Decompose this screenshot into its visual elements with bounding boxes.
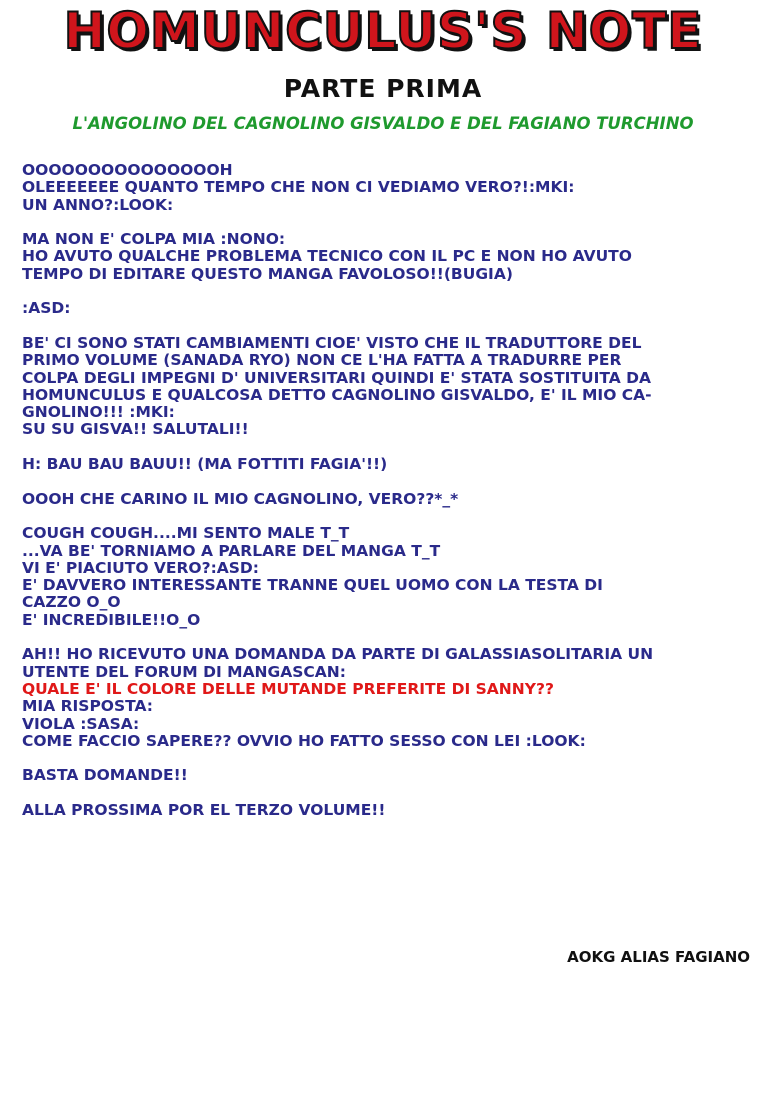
text-line: MA NON E' COLPA MIA :NONO:	[22, 230, 286, 249]
page-subtitle: PARTE PRIMA	[283, 74, 483, 103]
paragraph	[22, 525, 752, 629]
text-line: CAZZO O_O	[22, 593, 121, 612]
text-line: AH!! HO RICEVUTO UNA DOMANDA DA PARTE DI GALASSIASOLITARIA UN	[22, 645, 654, 664]
text-line: BE' CI SONO STATI CAMBIAMENTI CIOE' VISTO CHE IL TRADUTTORE DEL	[22, 333, 642, 352]
highlighted-question: QUALE E' IL COLORE DELLE MUTANDE PREFERITE DI SANNY??	[22, 679, 554, 698]
text-line: ALLA PROSSIMA POR EL TERZO VOLUME!!	[22, 800, 386, 819]
paragraph	[22, 456, 752, 473]
text-line: :ASD:	[22, 299, 71, 318]
text-line: COME FACCIO SAPERE?? OVVIO HO FATTO SESSO CON LEI :LOOK:	[22, 731, 586, 750]
note-body	[22, 162, 752, 837]
text-line: H: BAU BAU BAUU!! (MA FOTTITI FAGIA'!!)	[22, 455, 388, 474]
text-line: MIA RISPOSTA:	[22, 697, 154, 716]
paragraph	[22, 335, 752, 439]
column-title: L'ANGOLINO DEL CAGNOLINO GISVALDO E DEL FAGIANO TURCHINO	[72, 114, 694, 133]
text-line: COLPA DEGLI IMPEGNI D' UNIVERSITARI QUINDI E' STATA SOSTITUITA DA	[22, 368, 651, 387]
text-line: GNOLINO!!! :MKI:	[22, 403, 175, 422]
text-line: OLEEEEEEE QUANTO TEMPO CHE NON CI VEDIAMO VERO?!:MKI:	[22, 178, 575, 197]
paragraph	[22, 767, 752, 784]
text-line: UTENTE DEL FORUM DI MANGASCAN:	[22, 662, 346, 681]
signature: AOKG ALIAS FAGIANO	[567, 948, 750, 966]
page-title: HOMUNCULUS'S NOTE	[63, 2, 703, 60]
text-line: BASTA DOMANDE!!	[22, 766, 188, 785]
text-line: PRIMO VOLUME (SANADA RYO) NON CE L'HA FATTA A TRADURRE PER	[22, 351, 622, 370]
text-line: SU SU GISVA!! SALUTALI!!	[22, 420, 249, 439]
text-line: E' INCREDIBILE!!O_O	[22, 610, 201, 629]
paragraph	[22, 491, 752, 508]
text-line: VI E' PIACIUTO VERO?:ASD:	[22, 558, 259, 577]
paragraph	[22, 162, 752, 214]
text-line: VIOLA :SASA:	[22, 714, 140, 733]
text-line: HO AVUTO QUALCHE PROBLEMA TECNICO CON IL PC E NON HO AVUTO	[22, 247, 632, 266]
text-line: TEMPO DI EDITARE QUESTO MANGA FAVOLOSO!!(BUGIA)	[22, 264, 513, 283]
paragraph	[22, 802, 752, 819]
text-line: OOOOOOOOOOOOOOOH	[22, 161, 233, 179]
text-line: HOMUNCULUS E QUALCOSA DETTO CAGNOLINO GISVALDO, E' IL MIO CA-	[22, 385, 652, 404]
paragraph	[22, 646, 752, 750]
text-line: COUGH COUGH....MI SENTO MALE T_T	[22, 524, 350, 543]
text-line: E' DAVVERO INTERESSANTE TRANNE QUEL UOMO CON LA TESTA DI	[22, 576, 603, 595]
paragraph	[22, 231, 752, 283]
text-line: OOOH CHE CARINO IL MIO CAGNOLINO, VERO??*_*	[22, 489, 459, 508]
paragraph	[22, 300, 752, 317]
text-line: UN ANNO?:LOOK:	[22, 195, 174, 214]
text-line: ...VA BE' TORNIAMO A PARLARE DEL MANGA T_T	[22, 541, 441, 560]
